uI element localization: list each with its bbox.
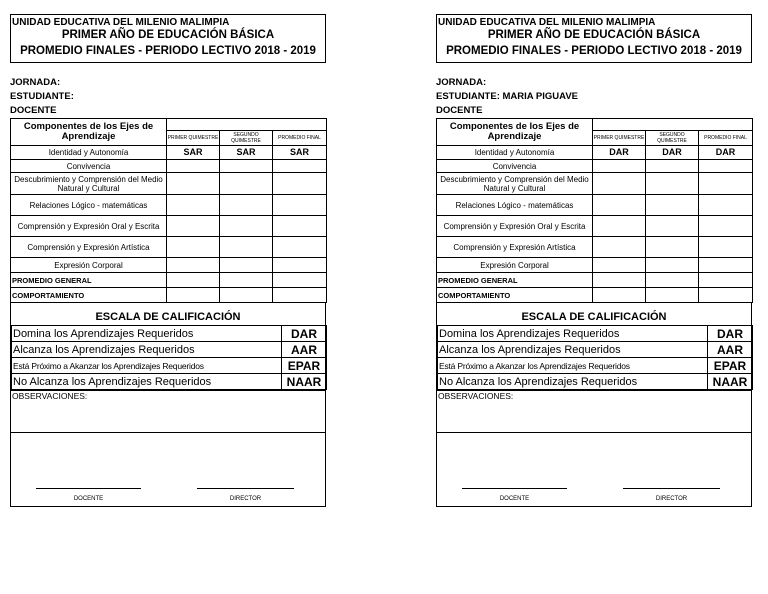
mark-q2 [646,173,699,195]
scale-code: AAR [708,342,753,358]
comportamiento-q1 [167,288,220,303]
mark-q1 [593,195,646,216]
observaciones-label: OBSERVACIONES: [438,391,514,401]
mark-q2 [646,216,699,237]
scale-code: EPAR [282,358,327,374]
col-segundo-quimestre: SEGUNDO QUIMESTRE [646,131,699,146]
estudiante-label: ESTUDIANTE: [10,91,74,102]
grade-row [11,173,327,195]
mark-q2 [646,237,699,258]
director-signature-label: DIRECTOR [655,496,688,502]
component-name: Relaciones Lógico - matemáticas [437,195,593,216]
promedio-q1 [593,273,646,288]
jornada-label: JORNADA: [436,77,487,88]
promedio-general-label: PROMEDIO GENERAL [437,273,593,288]
observaciones-box [10,391,326,433]
grade-row [437,173,753,195]
mark-q2 [646,160,699,173]
comportamiento-q2 [220,288,273,303]
component-name: Comprensión y Expresión Oral y Escrita [11,216,167,237]
mark-q2: DAR [646,146,699,160]
report-card-left [10,14,326,507]
docente-label: DOCENTE [436,105,483,116]
comportamiento-label: COMPORTAMIENTO [437,288,593,303]
grading-scale [436,303,752,391]
grade-rows [437,146,753,273]
report-card-right [436,14,752,507]
mark-q1 [167,237,220,258]
observaciones-box [436,391,752,433]
col-primer-quimestre: PRIMER QUIMESTRE [593,131,646,146]
scale-title: ESCALA DE CALIFICACIÓN [95,311,241,323]
scale-desc: Alcanza los Aprendizajes Requeridos [12,342,282,358]
component-name: Convivencia [437,160,593,173]
grade-row [11,160,327,173]
scale-code: EPAR [708,358,753,374]
mark-final [273,258,327,273]
mark-final [273,195,327,216]
grade-row [11,237,327,258]
grade-title: PRIMER AÑO DE EDUCACIÓN BÁSICA [61,29,275,41]
mark-final [273,216,327,237]
school-name: UNIDAD EDUCATIVA DEL MILENIO MALIMPIA [438,17,656,28]
mark-q2 [220,258,273,273]
col-promedio-final: PROMEDIO FINAL [273,131,327,146]
promedio-q2 [646,273,699,288]
promedio-final [273,273,327,288]
grade-row [437,195,753,216]
component-name: Comprensión y Expresión Artística [11,237,167,258]
components-header: Componentes de los Ejes de Aprendizaje [11,119,167,146]
mark-q1 [167,258,220,273]
card-header [10,14,326,63]
components-header: Componentes de los Ejes de Aprendizaje [437,119,593,146]
mark-q2 [646,258,699,273]
scale-desc: No Alcanza los Aprendizajes Requeridos [438,374,708,390]
mark-q2 [220,195,273,216]
grade-row [437,160,753,173]
grades-table [10,118,327,303]
observaciones-label: OBSERVACIONES: [12,391,88,401]
mark-final [699,195,753,216]
scale-table [437,325,753,390]
component-name: Descubrimiento y Comprensión del Medio Natural y Cultural [11,173,167,195]
mark-final: SAR [273,146,327,160]
estudiante-label: ESTUDIANTE: [436,91,500,102]
docente-signature-line [36,488,141,489]
promedio-final [699,273,753,288]
comportamiento-q1 [593,288,646,303]
student-meta [10,76,326,118]
docente-label: DOCENTE [10,105,57,116]
grade-row [11,195,327,216]
jornada-label: JORNADA: [10,77,61,88]
component-name: Expresión Corporal [437,258,593,273]
mark-q2 [646,195,699,216]
grade-row [11,216,327,237]
scale-desc: Domina los Aprendizajes Requeridos [12,326,282,342]
mark-q1 [167,216,220,237]
mark-q1 [593,173,646,195]
mark-q2 [220,173,273,195]
scale-desc: Está Próximo a Akanzar los Aprendizajes Requeridos [12,358,282,374]
mark-q2 [220,216,273,237]
scale-table [11,325,327,390]
scale-code: AAR [282,342,327,358]
director-signature-line [623,488,720,489]
comportamiento-label: COMPORTAMIENTO [11,288,167,303]
mark-final [699,173,753,195]
mark-final [699,237,753,258]
scale-desc: Está Próximo a Akanzar los Aprendizajes Requeridos [438,358,708,374]
mark-q2 [220,237,273,258]
promedio-general-label: PROMEDIO GENERAL [11,273,167,288]
mark-q1: SAR [167,146,220,160]
mark-final [273,173,327,195]
mark-final [699,216,753,237]
mark-q1 [167,195,220,216]
scale-desc: Alcanza los Aprendizajes Requeridos [438,342,708,358]
col-promedio-final: PROMEDIO FINAL [699,131,753,146]
grade-row [437,258,753,273]
mark-q1 [593,237,646,258]
mark-q2: SAR [220,146,273,160]
school-name: UNIDAD EDUCATIVA DEL MILENIO MALIMPIA [12,17,230,28]
col-segundo-quimestre: SEGUNDO QUIMESTRE [220,131,273,146]
promedio-q1 [167,273,220,288]
grade-row [11,146,327,160]
signature-box [436,433,752,507]
director-signature-line [197,488,294,489]
promedio-q2 [220,273,273,288]
scale-desc: No Alcanza los Aprendizajes Requeridos [12,374,282,390]
mark-final [273,160,327,173]
mark-q1 [593,258,646,273]
card-header [436,14,752,63]
period-title: PROMEDIO FINALES - PERIODO LECTIVO 2018 - 2019 [20,45,316,57]
scale-code: DAR [708,326,753,342]
estudiante-value: MARIA PIGUAVE [502,91,578,102]
mark-q1 [167,173,220,195]
grades-table [436,118,753,303]
scale-code: NAAR [282,374,327,390]
component-name: Comprensión y Expresión Artística [437,237,593,258]
component-name: Comprensión y Expresión Oral y Escrita [437,216,593,237]
period-title: PROMEDIO FINALES - PERIODO LECTIVO 2018 - 2019 [446,45,742,57]
component-name: Descubrimiento y Comprensión del Medio Natural y Cultural [437,173,593,195]
scale-desc: Domina los Aprendizajes Requeridos [438,326,708,342]
grade-rows [11,146,327,273]
scale-code: NAAR [708,374,753,390]
component-name: Relaciones Lógico - matemáticas [11,195,167,216]
comportamiento-final [699,288,753,303]
grade-row [437,237,753,258]
docente-signature-label: DOCENTE [73,496,104,502]
director-signature-label: DIRECTOR [229,496,262,502]
component-name: Identidad y Autonomía [11,146,167,160]
mark-final [699,160,753,173]
docente-signature-label: DOCENTE [499,496,530,502]
header-spacer [167,119,327,131]
estudiante-line [10,90,326,104]
col-primer-quimestre: PRIMER QUIMESTRE [167,131,220,146]
grade-title: PRIMER AÑO DE EDUCACIÓN BÁSICA [487,29,701,41]
mark-q1 [593,216,646,237]
mark-q2 [220,160,273,173]
grading-scale [10,303,326,391]
docente-signature-line [462,488,567,489]
grade-row [437,146,753,160]
mark-final: DAR [699,146,753,160]
scale-code: DAR [282,326,327,342]
scale-title: ESCALA DE CALIFICACIÓN [521,311,667,323]
component-name: Expresión Corporal [11,258,167,273]
grade-row [11,258,327,273]
header-spacer [593,119,753,131]
grade-row [437,216,753,237]
mark-q1 [167,160,220,173]
component-name: Convivencia [11,160,167,173]
mark-final [273,237,327,258]
mark-final [699,258,753,273]
signature-box [10,433,326,507]
estudiante-line [436,90,752,104]
student-meta [436,76,752,118]
comportamiento-q2 [646,288,699,303]
mark-q1: DAR [593,146,646,160]
component-name: Identidad y Autonomía [437,146,593,160]
mark-q1 [593,160,646,173]
comportamiento-final [273,288,327,303]
